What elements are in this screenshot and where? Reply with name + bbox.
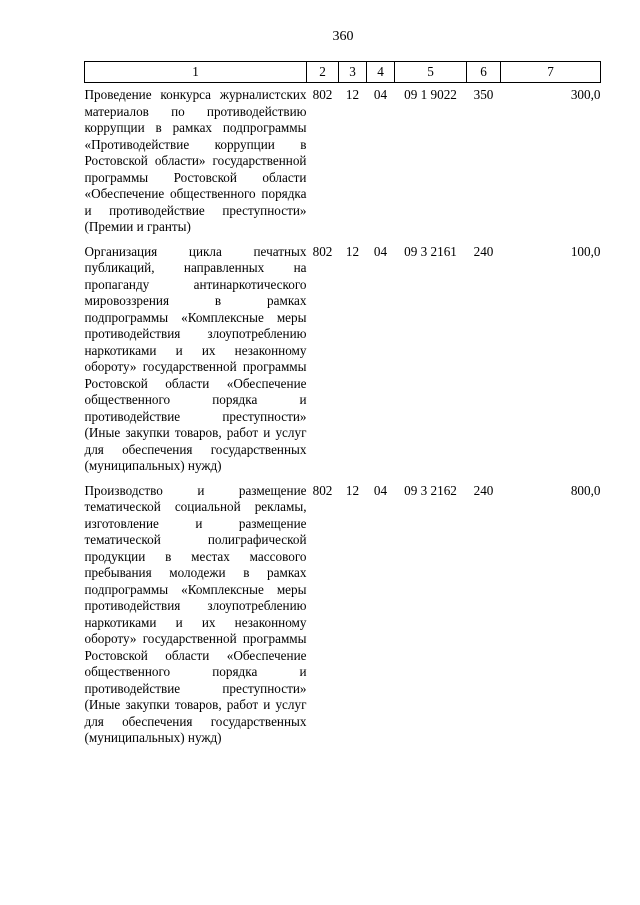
column-header: 1 (85, 62, 307, 83)
row-amount: 800,0 (570, 482, 601, 498)
column-header: 6 (467, 62, 501, 83)
row-ministry-code: 802 (312, 482, 333, 498)
row-description: Организация цикла печатных публикаций, направленных на пропаганду антинаркотического мировоззрения в рамках подпрограммы «Комплексные меры противодействия злоупотреблению наркотиками и их незаконному обороту» государственной программы Ростовской области «Обеспечение общественного порядка и противодействие преступности» (Иные закупки товаров, работ и услуг для обеспечения государственных (муниципальных) нужд) (84, 243, 307, 473)
column-header: 5 (395, 62, 467, 83)
row-expense-type: 350 (473, 87, 494, 102)
row-subsection-code: 04 (373, 87, 388, 102)
row-expense-type: 240 (473, 482, 494, 498)
row-ministry-code: 802 (312, 243, 333, 259)
page-number: 360 (332, 29, 354, 44)
column-header: 7 (501, 62, 601, 83)
row-amount: 300,0 (570, 87, 601, 102)
row-subsection-code: 04 (373, 243, 388, 259)
table-header-row (85, 62, 601, 83)
row-description: Проведение конкурса журналистских материалов по противодействию коррупции в рамках подпрограммы «Противодействие коррупции в Ростовской области» государственной программы Ростовской области «Обеспечение общественного порядка и противодействие преступности» (Премии и гранты) (84, 87, 307, 234)
row-section-code: 12 (345, 87, 360, 102)
column-header: 3 (339, 62, 367, 83)
table-row (85, 236, 601, 475)
table-row (85, 475, 601, 747)
row-description: Производство и размещение тематической социальной рекламы, изготовление и размещение тематической полиграфической продукции в местах массового пребывания молодежи в рамках подпрограммы «Комплексные меры противодействия злоупотреблению наркотиками и их незаконному обороту» государственной программы Ростовской области «Обеспечение общественного порядка и противодействие преступности» (Иные закупки товаров, работ и услуг для обеспечения государственных (муниципальных) нужд) (84, 482, 307, 745)
row-subsection-code: 04 (373, 482, 388, 498)
column-header: 2 (307, 62, 339, 83)
row-target-article: 09 1 9022 (404, 87, 457, 102)
budget-table (84, 61, 601, 747)
row-section-code: 12 (345, 482, 360, 498)
row-amount: 100,0 (570, 243, 601, 259)
row-target-article: 09 3 2161 (404, 243, 457, 259)
table-row (85, 83, 601, 236)
row-section-code: 12 (345, 243, 360, 259)
row-target-article: 09 3 2162 (404, 482, 457, 498)
row-expense-type: 240 (473, 243, 494, 259)
row-ministry-code: 802 (312, 87, 333, 102)
column-header: 4 (367, 62, 395, 83)
